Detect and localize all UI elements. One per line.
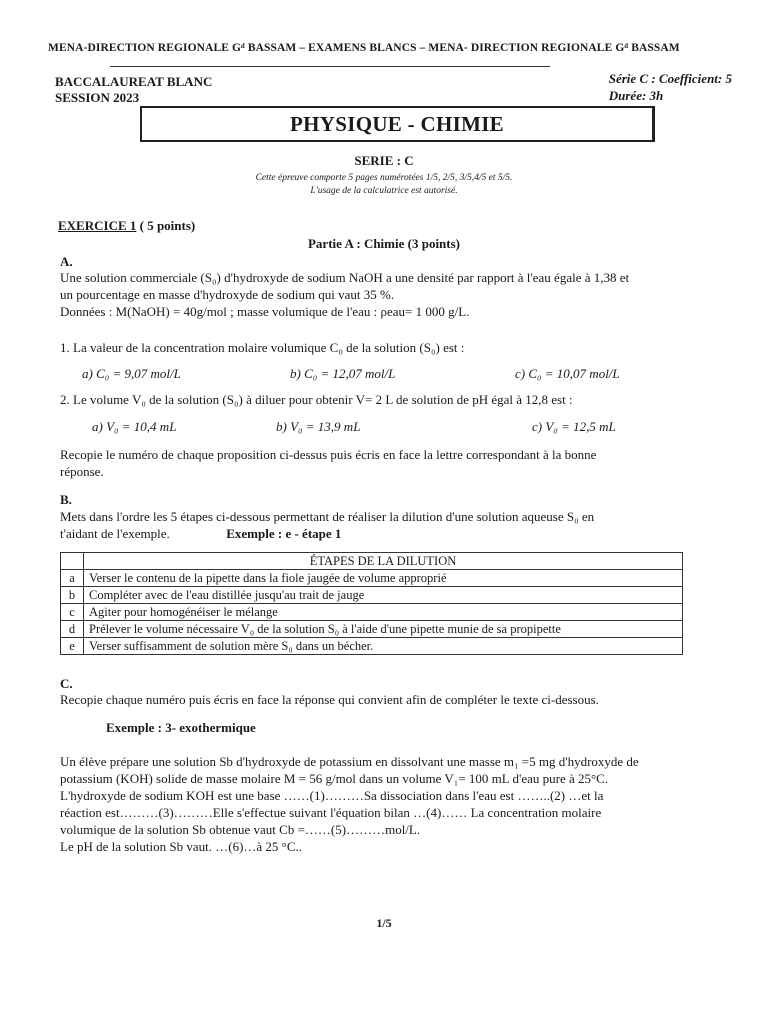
serie-heading: SERIE : C <box>354 153 414 168</box>
step-letter: e <box>61 638 84 655</box>
exam-meta <box>609 70 732 104</box>
table-row <box>61 621 683 638</box>
section-c-line: volumique de la solution Sb obtenue vaut Cb =……(5)………mol/L. <box>60 822 421 837</box>
step-letter: d <box>61 621 84 638</box>
header-rule <box>110 66 550 67</box>
section-c-text <box>60 753 740 855</box>
step-text: Verser le contenu de la pipette dans la fiole jaugée de volume approprié <box>84 570 683 587</box>
section-b-line-2-text: t'aidant de l'exemple. <box>60 526 170 541</box>
step-text: Compléter avec de l'eau distillée jusqu'au trait de jauge <box>84 587 683 604</box>
section-c-line: potassium (KOH) solide de masse molaire M = 56 g/mol dans un volume V₁= 100 mL d'eau pure à 25°C. <box>60 771 609 786</box>
section-a-intro <box>60 269 740 320</box>
section-a-instruction <box>60 446 740 480</box>
section-c-line: Un élève prépare une solution Sb d'hydroxyde de potassium en dissolvant une masse m₁ =5 mg d'hydroxyde de <box>60 754 639 769</box>
section-b-intro <box>60 508 740 542</box>
duree-value: 3h <box>649 88 664 103</box>
question-1: 1. La valeur de la concentration molaire volumique C₀ de la solution (S₀) est : <box>60 340 465 355</box>
table-row <box>61 570 683 587</box>
step-letter: c <box>61 604 84 621</box>
section-a-line-1: Une solution commerciale (S₀) d'hydroxyde de sodium NaOH a une densité par rapport à l'eau égale à 1,38 et <box>60 270 630 285</box>
q1-option-a: a) C₀ = 9,07 mol/L <box>82 366 181 381</box>
instruction-line-2: réponse. <box>60 464 104 479</box>
top-header-line: MENA-DIRECTION REGIONALE Gᵈ BASSAM – EXAMENS BLANCS – MENA- DIRECTION REGIONALE Gᵈ BASSAM <box>48 42 680 54</box>
part-title: Partie A : Chimie (3 points) <box>307 236 460 251</box>
section-b-letter: B. <box>60 492 72 507</box>
step-text: Agiter pour homogénéiser le mélange <box>84 604 683 621</box>
table-row <box>61 604 683 621</box>
duree-label: Durée: <box>608 88 647 103</box>
section-c-line: réaction est………(3)………Elle s'effectue suivant l'équation bilan …(4)…… La concentration molaire <box>60 805 602 820</box>
table-header-row <box>61 553 683 570</box>
section-b-line-2 <box>60 525 740 542</box>
table-header: ÉTAPES DE LA DILUTION <box>84 553 683 570</box>
q1-option-c: c) C₀ = 10,07 mol/L <box>515 366 620 381</box>
dilution-steps-table <box>60 552 683 655</box>
instruction-line-1: Recopie le numéro de chaque proposition ci-dessus puis écris en face la lettre correspondant à la bonne <box>60 447 597 462</box>
page-number: 1/5 <box>376 916 392 930</box>
exam-session: SESSION 2023 <box>55 90 140 105</box>
question-2-options <box>60 419 740 437</box>
step-letter: b <box>61 587 84 604</box>
section-a-line-3: Données : M(NaOH) = 40g/mol ; masse volumique de l'eau : ρeau= 1 000 g/L. <box>60 304 470 319</box>
exam-info <box>55 74 212 106</box>
table-row <box>61 587 683 604</box>
q2-option-b: b) V₀ = 13,9 mL <box>276 419 361 434</box>
question-1-options <box>60 366 740 384</box>
q1-option-b: b) C₀ = 12,07 mol/L <box>290 366 396 381</box>
q2-option-c: c) V₀ = 12,5 mL <box>532 419 616 434</box>
table-header-blank <box>61 553 84 570</box>
section-c-letter: C. <box>60 676 73 691</box>
exercise-points: ( 5 points) <box>139 218 196 233</box>
page-title: PHYSIQUE - CHIMIE <box>140 106 655 142</box>
section-a-letter: A. <box>60 254 73 269</box>
note-line-2: L'usage de la calculatrice est autorisé. <box>310 185 458 196</box>
section-c-intro: Recopie chaque numéro puis écris en face la réponse qui convient afin de compléter le texte ci-dessous. <box>60 692 599 707</box>
section-b-example: Exemple : e - étape 1 <box>226 526 342 541</box>
exercise-heading <box>58 218 195 234</box>
step-letter: a <box>61 570 84 587</box>
exam-note <box>0 172 768 197</box>
section-c-line: L'hydroxyde de sodium KOH est une base ……(1)………Sa dissociation dans l'eau est ……..(2) …et la <box>60 788 604 803</box>
exercise-label: EXERCICE 1 <box>58 218 137 233</box>
table-row <box>61 638 683 655</box>
step-text: Prélever le volume nécessaire V₀ de la solution S₀ à l'aide d'une pipette munie de sa propipette <box>84 621 683 638</box>
note-line-1: Cette épreuve comporte 5 pages numérotées 1/5, 2/5, 3/5,4/5 et 5/5. <box>255 173 513 183</box>
section-a-line-2: un pourcentage en masse d'hydroxyde de sodium qui vaut 35 %. <box>60 287 395 302</box>
section-b-line-1: Mets dans l'ordre les 5 étapes ci-dessous permettant de réaliser la dilution d'une solution aqueuse S₀ en <box>60 509 595 524</box>
exam-name: BACCALAUREAT BLANC <box>55 74 213 89</box>
section-c-line: Le pH de la solution Sb vaut. …(6)…à 25 °C.. <box>60 839 303 854</box>
section-c-example: Exemple : 3- exothermique <box>106 720 256 735</box>
q2-option-a: a) V₀ = 10,4 mL <box>92 419 177 434</box>
question-2: 2. Le volume V₀ de la solution (S₀) à diluer pour obtenir V= 2 L de solution de pH égal à 12,8 est : <box>60 392 573 407</box>
serie-coefficient: Série C : Coefficient: 5 <box>608 71 732 86</box>
step-text: Verser suffisamment de solution mère S₀ dans un bécher. <box>84 638 683 655</box>
